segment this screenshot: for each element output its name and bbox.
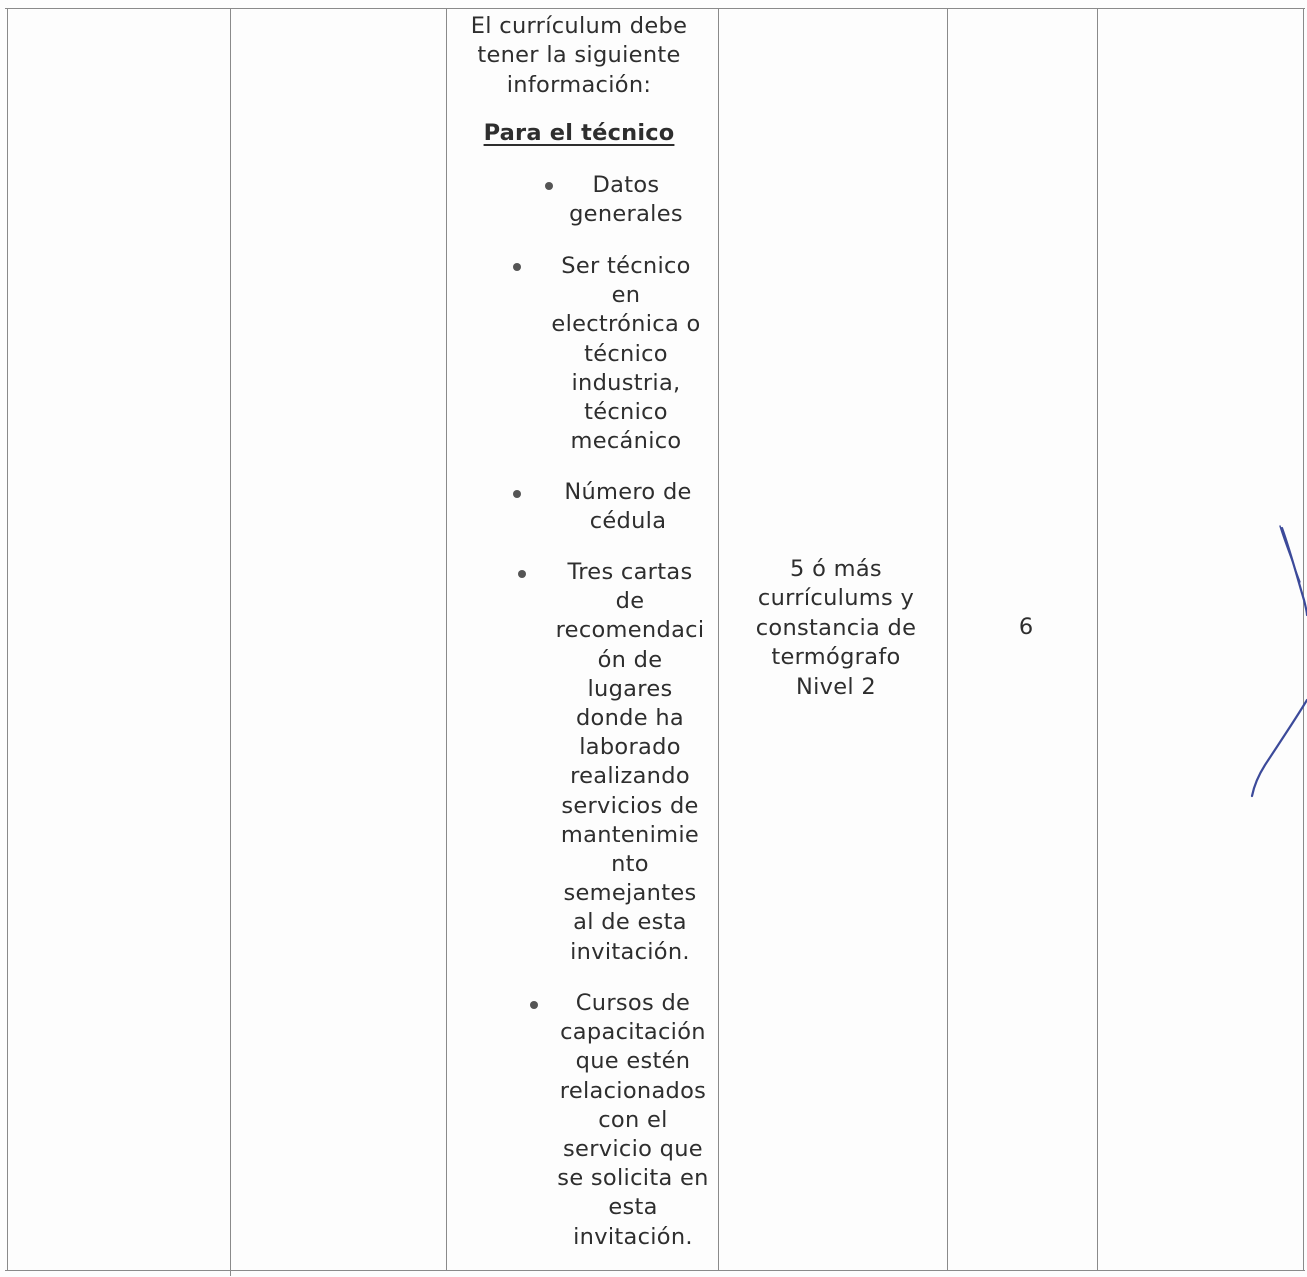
- score-value: 6: [1018, 614, 1034, 640]
- item-line: nto: [611, 851, 649, 878]
- item-line: mecánico: [570, 428, 682, 455]
- signature-stroke: [1252, 528, 1307, 796]
- item-line: laborado: [579, 734, 681, 761]
- column-border-4: [718, 8, 719, 1270]
- item-line: se solicita en: [557, 1165, 709, 1192]
- column-border-6: [1097, 8, 1098, 1270]
- table-top-border: [5, 8, 1305, 9]
- quantity-line: termógrafo: [771, 644, 901, 671]
- requirement-item-text: [546, 252, 706, 456]
- item-line: Número de: [564, 479, 692, 505]
- requirement-item-text: [548, 558, 712, 967]
- requirement-item-text: [560, 171, 692, 229]
- quantity-line: constancia de: [755, 614, 917, 641]
- item-line: servicio que: [563, 1136, 703, 1163]
- item-line: electrónica o: [551, 311, 701, 338]
- bullet-icon: [513, 263, 521, 271]
- item-line: realizando: [570, 763, 690, 790]
- item-line: donde ha: [575, 705, 685, 732]
- item-line: Ser técnico: [561, 253, 691, 279]
- bullet-icon: [518, 570, 526, 578]
- table-bottom-border: [5, 1270, 1305, 1271]
- quantity-line: currículums y: [757, 585, 915, 612]
- item-line: Tres cartas: [567, 559, 693, 585]
- item-line: servicios de: [561, 792, 699, 819]
- item-line: técnico: [584, 399, 668, 426]
- column-border-3: [446, 8, 447, 1270]
- item-line: invitación.: [573, 1223, 693, 1250]
- item-line: ón de: [597, 646, 663, 673]
- item-line: cédula: [589, 508, 667, 535]
- bullet-icon: [530, 1001, 538, 1009]
- item-line: lugares: [587, 675, 673, 702]
- quantity-cell: [728, 555, 944, 702]
- item-line: recomendaci: [555, 617, 705, 644]
- item-line: capacitación: [560, 1019, 706, 1046]
- item-line: invitación.: [570, 938, 690, 965]
- signature-stroke: [1280, 526, 1300, 582]
- column-border-5: [947, 8, 948, 1270]
- item-line: esta: [608, 1194, 658, 1221]
- item-line: con el: [598, 1106, 668, 1133]
- requirements-intro: El currículum debe tener la siguiente información:: [470, 13, 688, 98]
- item-line: semejantes: [563, 880, 697, 907]
- requirement-item-text: [548, 478, 708, 536]
- quantity-line: 5 ó más: [790, 556, 882, 582]
- bullet-icon: [545, 182, 553, 190]
- column-border-1: [7, 8, 8, 1270]
- signature-icon: [1240, 520, 1307, 810]
- item-line: al de esta: [573, 909, 687, 936]
- item-line: mantenimie: [560, 821, 700, 848]
- item-line: Datos: [592, 172, 660, 198]
- column-border-2: [230, 8, 231, 1276]
- technician-heading: Para el técnico: [483, 120, 675, 146]
- quantity-line: Nivel 2: [795, 673, 877, 700]
- item-line: que estén: [575, 1048, 691, 1075]
- bullet-icon: [513, 490, 521, 498]
- item-line: generales: [569, 201, 683, 228]
- item-line: relacionados: [559, 1077, 707, 1104]
- item-line: técnico: [584, 340, 668, 367]
- item-line: industria,: [571, 369, 681, 396]
- item-line: Cursos de: [575, 990, 691, 1016]
- requirement-item-text: [554, 989, 712, 1252]
- item-line: en: [611, 282, 641, 309]
- item-line: de: [615, 588, 645, 615]
